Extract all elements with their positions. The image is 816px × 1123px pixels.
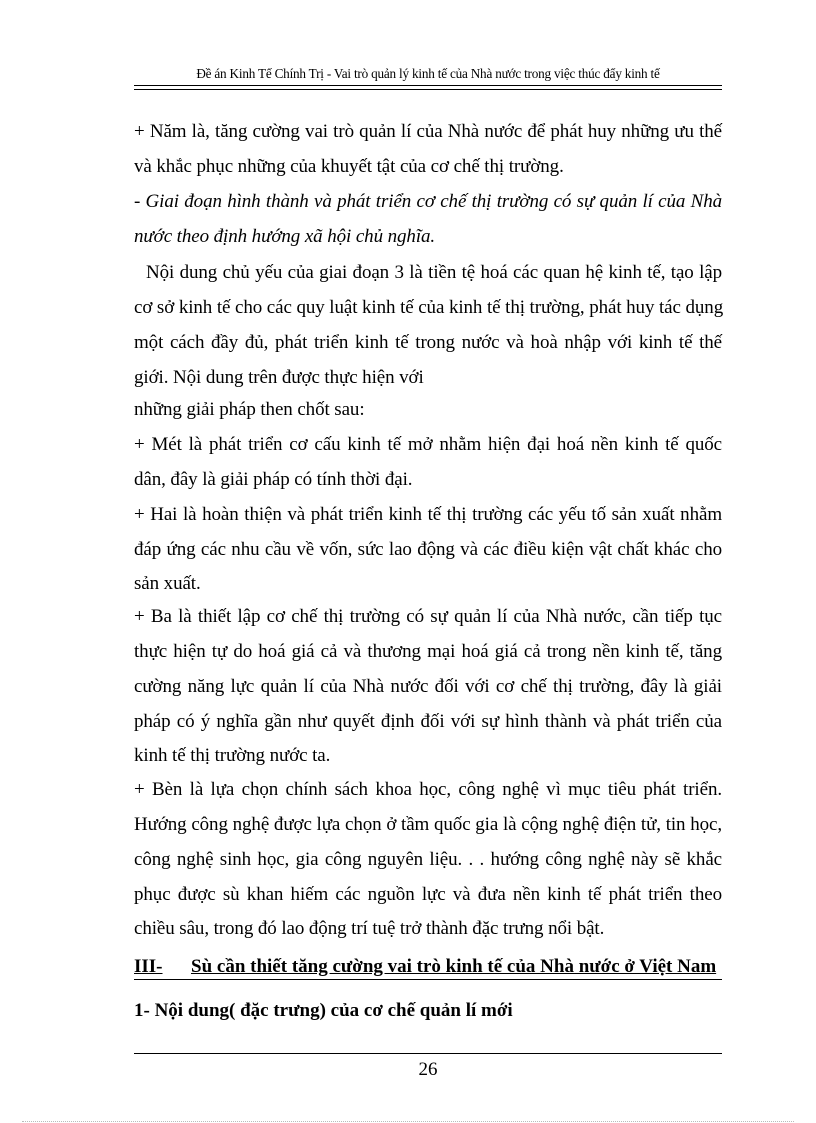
page-number: 26 [418, 1059, 438, 1080]
text-line: + Mét là phát triển cơ cấu kinh tế mở nhằm hiện đại hoá nền kinh tế quốc [134, 434, 722, 455]
text-line: cường năng lực quản lí của Nhà nước đối với cơ chế thị trường, đây là giải [134, 676, 722, 697]
section-number: III- [134, 956, 163, 977]
text-line: dân, đây là giải pháp có tính thời đại. [134, 469, 413, 490]
text-line: thực hiện tự do hoá giá cả và thương mại hoá giá cả trong nền kinh tế, tăng [134, 641, 722, 662]
text-line: những giải pháp then chốt sau: [134, 399, 365, 420]
section-heading [134, 956, 722, 980]
text-line: + Ba là thiết lập cơ chế thị trường có sự quản lí của Nhà nước, cần tiếp tục [134, 606, 722, 627]
page-bottom-dotted-border [22, 1121, 794, 1122]
section-title: Sù cần thiết tăng cường vai trò kinh tế của Nhà nước ở Việt Nam [191, 956, 717, 977]
text-line: và khắc phục những của khuyết tật của cơ chế thị trường. [134, 156, 564, 177]
text-line: Hướng công nghệ được lựa chọn ở tầm quốc gia là cộng nghệ điện tử, tin học, [134, 814, 722, 835]
text-line: sản xuất. [134, 573, 201, 594]
text-line: một cách đầy đủ, phát triển kinh tế trong nước và hoà nhập với kinh tế thế [134, 332, 722, 353]
italic-heading-line: - Giai đoạn hình thành và phát triển cơ chế thị trường có sự quản lí của Nhà [134, 191, 722, 212]
header-rule-thin [134, 89, 722, 90]
text-line: + Bèn là lựa chọn chính sách khoa học, công nghệ vì mục tiêu phát triển. [134, 779, 722, 800]
text-line: + Hai là hoàn thiện và phát triển kinh tế thị trường các yếu tố sản xuất nhằm [134, 504, 722, 525]
text-line: giới. Nội dung trên được thực hiện với [134, 367, 424, 388]
subsection-heading: 1- Nội dung( đặc trưng) của cơ chế quản lí mới [134, 1000, 513, 1021]
text-line: chiều sâu, trong đó lao động trí tuệ trở thành đặc trưng nổi bật. [134, 918, 605, 939]
text-line: đáp ứng các nhu cầu về vốn, sức lao động và các điều kiện vật chất khác cho [134, 539, 722, 560]
paragraph-first-line: Nội dung chủ yếu của giai đoạn 3 là tiền tệ hoá các quan hệ kinh tế, tạo lập [146, 262, 722, 283]
text-line: cơ sở kinh tế cho các quy luật kinh tế của kinh tế thị trường, phát huy tác dụng [134, 297, 724, 318]
header-rule-thick [134, 85, 722, 86]
text-line: phục được sù khan hiếm các nguồn lực và đưa nền kinh tế phát triển theo [134, 884, 722, 905]
footer-rule [134, 1053, 722, 1054]
running-header: Đề án Kinh Tế Chính Trị - Vai trò quản lý kinh tế của Nhà nước trong việc thúc đẩy kinh tế [196, 66, 660, 81]
text-line: pháp có ý nghĩa gần như quyết định đối với sự hình thành và phát triển của [134, 711, 722, 732]
text-line: công nghệ sinh học, gia công nguyên liệu. . . hướng công nghệ này sẽ khắc [134, 849, 722, 870]
text-line: + Năm là, tăng cường vai trò quản lí của Nhà nước để phát huy những ưu thế [134, 121, 722, 142]
italic-heading-line: nước theo định hướng xã hội chủ nghĩa. [134, 226, 436, 247]
text-line: kinh tế thị trường nước ta. [134, 745, 331, 766]
